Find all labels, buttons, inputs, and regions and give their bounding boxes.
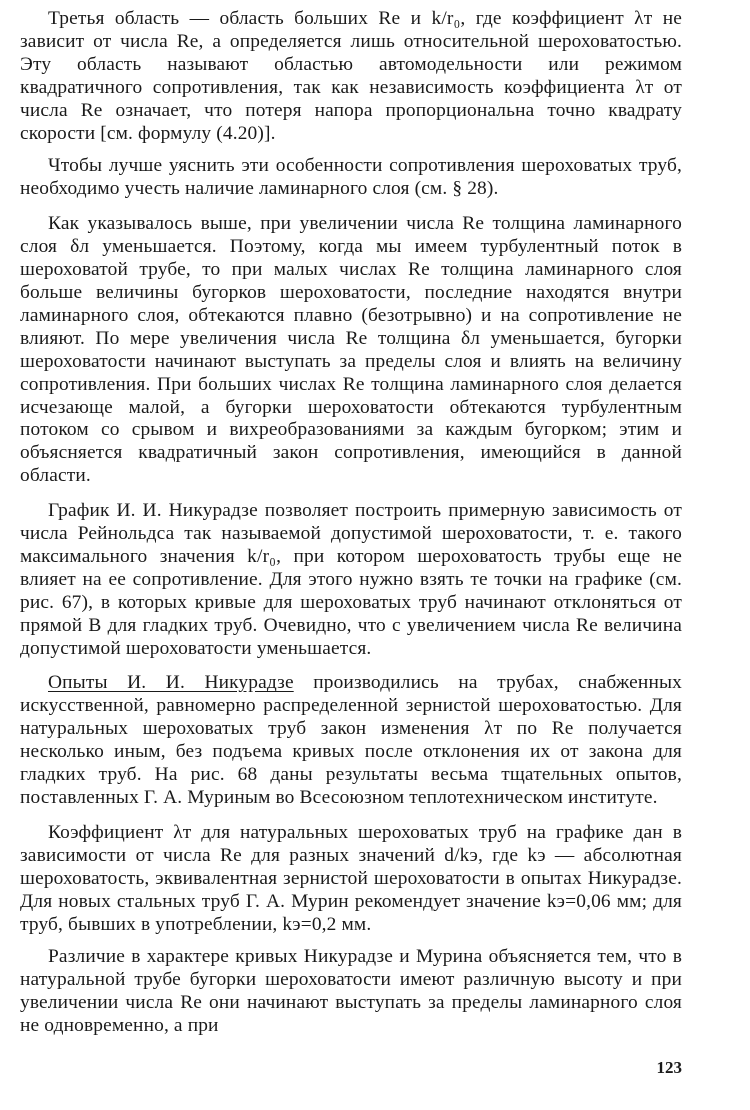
paragraph-laminar-layer-note: Чтобы лучше уяснить эти особенности сопротивления шероховатых труб, необходимо учесть наличие ламинарного слоя (см. § 28).	[20, 155, 682, 200]
page-number: 123	[656, 1058, 682, 1077]
paragraph-nikuradse-experiments	[20, 672, 682, 809]
paragraph-third-region: Третья область — область больших Re и k/r₀, где коэффициент λт не зависит от числа Re, а определяется лишь относительной шероховатостью. Эту область называют областью автомодельности или режимом квадратичного сопротивления, так как независимость коэффициента λт от числа Re означает, что потеря напора пропорциональна точно квадрату скорости [см. формулу (4.20)].	[20, 8, 682, 144]
paragraph-laminar-thickness: Как указывалось выше, при увеличении числа Re толщина ламинарного слоя δл уменьшается. Поэтому, когда мы имеем турбулентный поток в шероховатой трубе, то при малых числах Re толщина ламинарного слоя больше величины бугорков шероховатости, последние находятся внутри ламинарного слоя, обтекаются плавно (безотрывно) и на сопротивление не влияют. По мере увеличения числа Re толщина δл уменьшается, бугорки шероховатости начинают выступать за пределы слоя и влиять на величину сопротивления. При больших числах Re толщина ламинарного слоя делается исчезающе малой, а бугорки шероховатости обтекаются турбулентным потоком со срывом и вихреобразованиями за каждым бугорком; этим и объясняется квадратичный закон сопротивления, имеющийся в данной области.	[20, 213, 682, 487]
paragraph-body-text: производились на трубах, снабженных искусственной, равномерно распределенной зернистой шероховатостью. Для натуральных шероховатых труб закон изменения λт по Re получается несколько иным, без подъема кривых после отклонения их от закона для гладких труб. На рис. 68 даны результаты весьма тщательных опытов, поставленных Г. А. Муриным во Всесоюзном теплотехническом институте.	[20, 672, 682, 808]
paragraph-murin-coefficient: Коэффициент λт для натуральных шероховатых труб на графике дан в зависимости от числа Re для разных значений d/kэ, где kэ — абсолютная шероховатость, эквивалентная зернистой шероховатости в опытах Никурадзе. Для новых стальных труб Г. А. Мурин рекомендует значение kэ=0,06 мм; для труб, бывших в употреблении, kэ=0,2 мм.	[20, 821, 682, 935]
document-page	[20, 8, 682, 1038]
underlined-lead-text: Опыты И. И. Никурадзе	[48, 672, 294, 694]
paragraph-curve-difference: Различие в характере кривых Никурадзе и Мурина объясняется тем, что в натуральной трубе бугорки шероховатости имеют различную высоту и при увеличении числа Re они начинают выступать за пределы ламинарного слоя не одновременно, а при	[20, 946, 682, 1037]
paragraph-nikuradse-graph: График И. И. Никурадзе позволяет построить примерную зависимость от числа Рейнольдса так называемой допустимой шероховатости, т. е. такого максимального значения k/r₀, при котором шероховатость трубы еще не влияет на ее сопротивление. Для этого нужно взять те точки на графике (см. рис. 67), в которых кривые для шероховатых труб начинают отклоняться от прямой B для гладких труб. Очевидно, что с увеличением числа Re величина допустимой шероховатости уменьшается.	[20, 500, 682, 659]
